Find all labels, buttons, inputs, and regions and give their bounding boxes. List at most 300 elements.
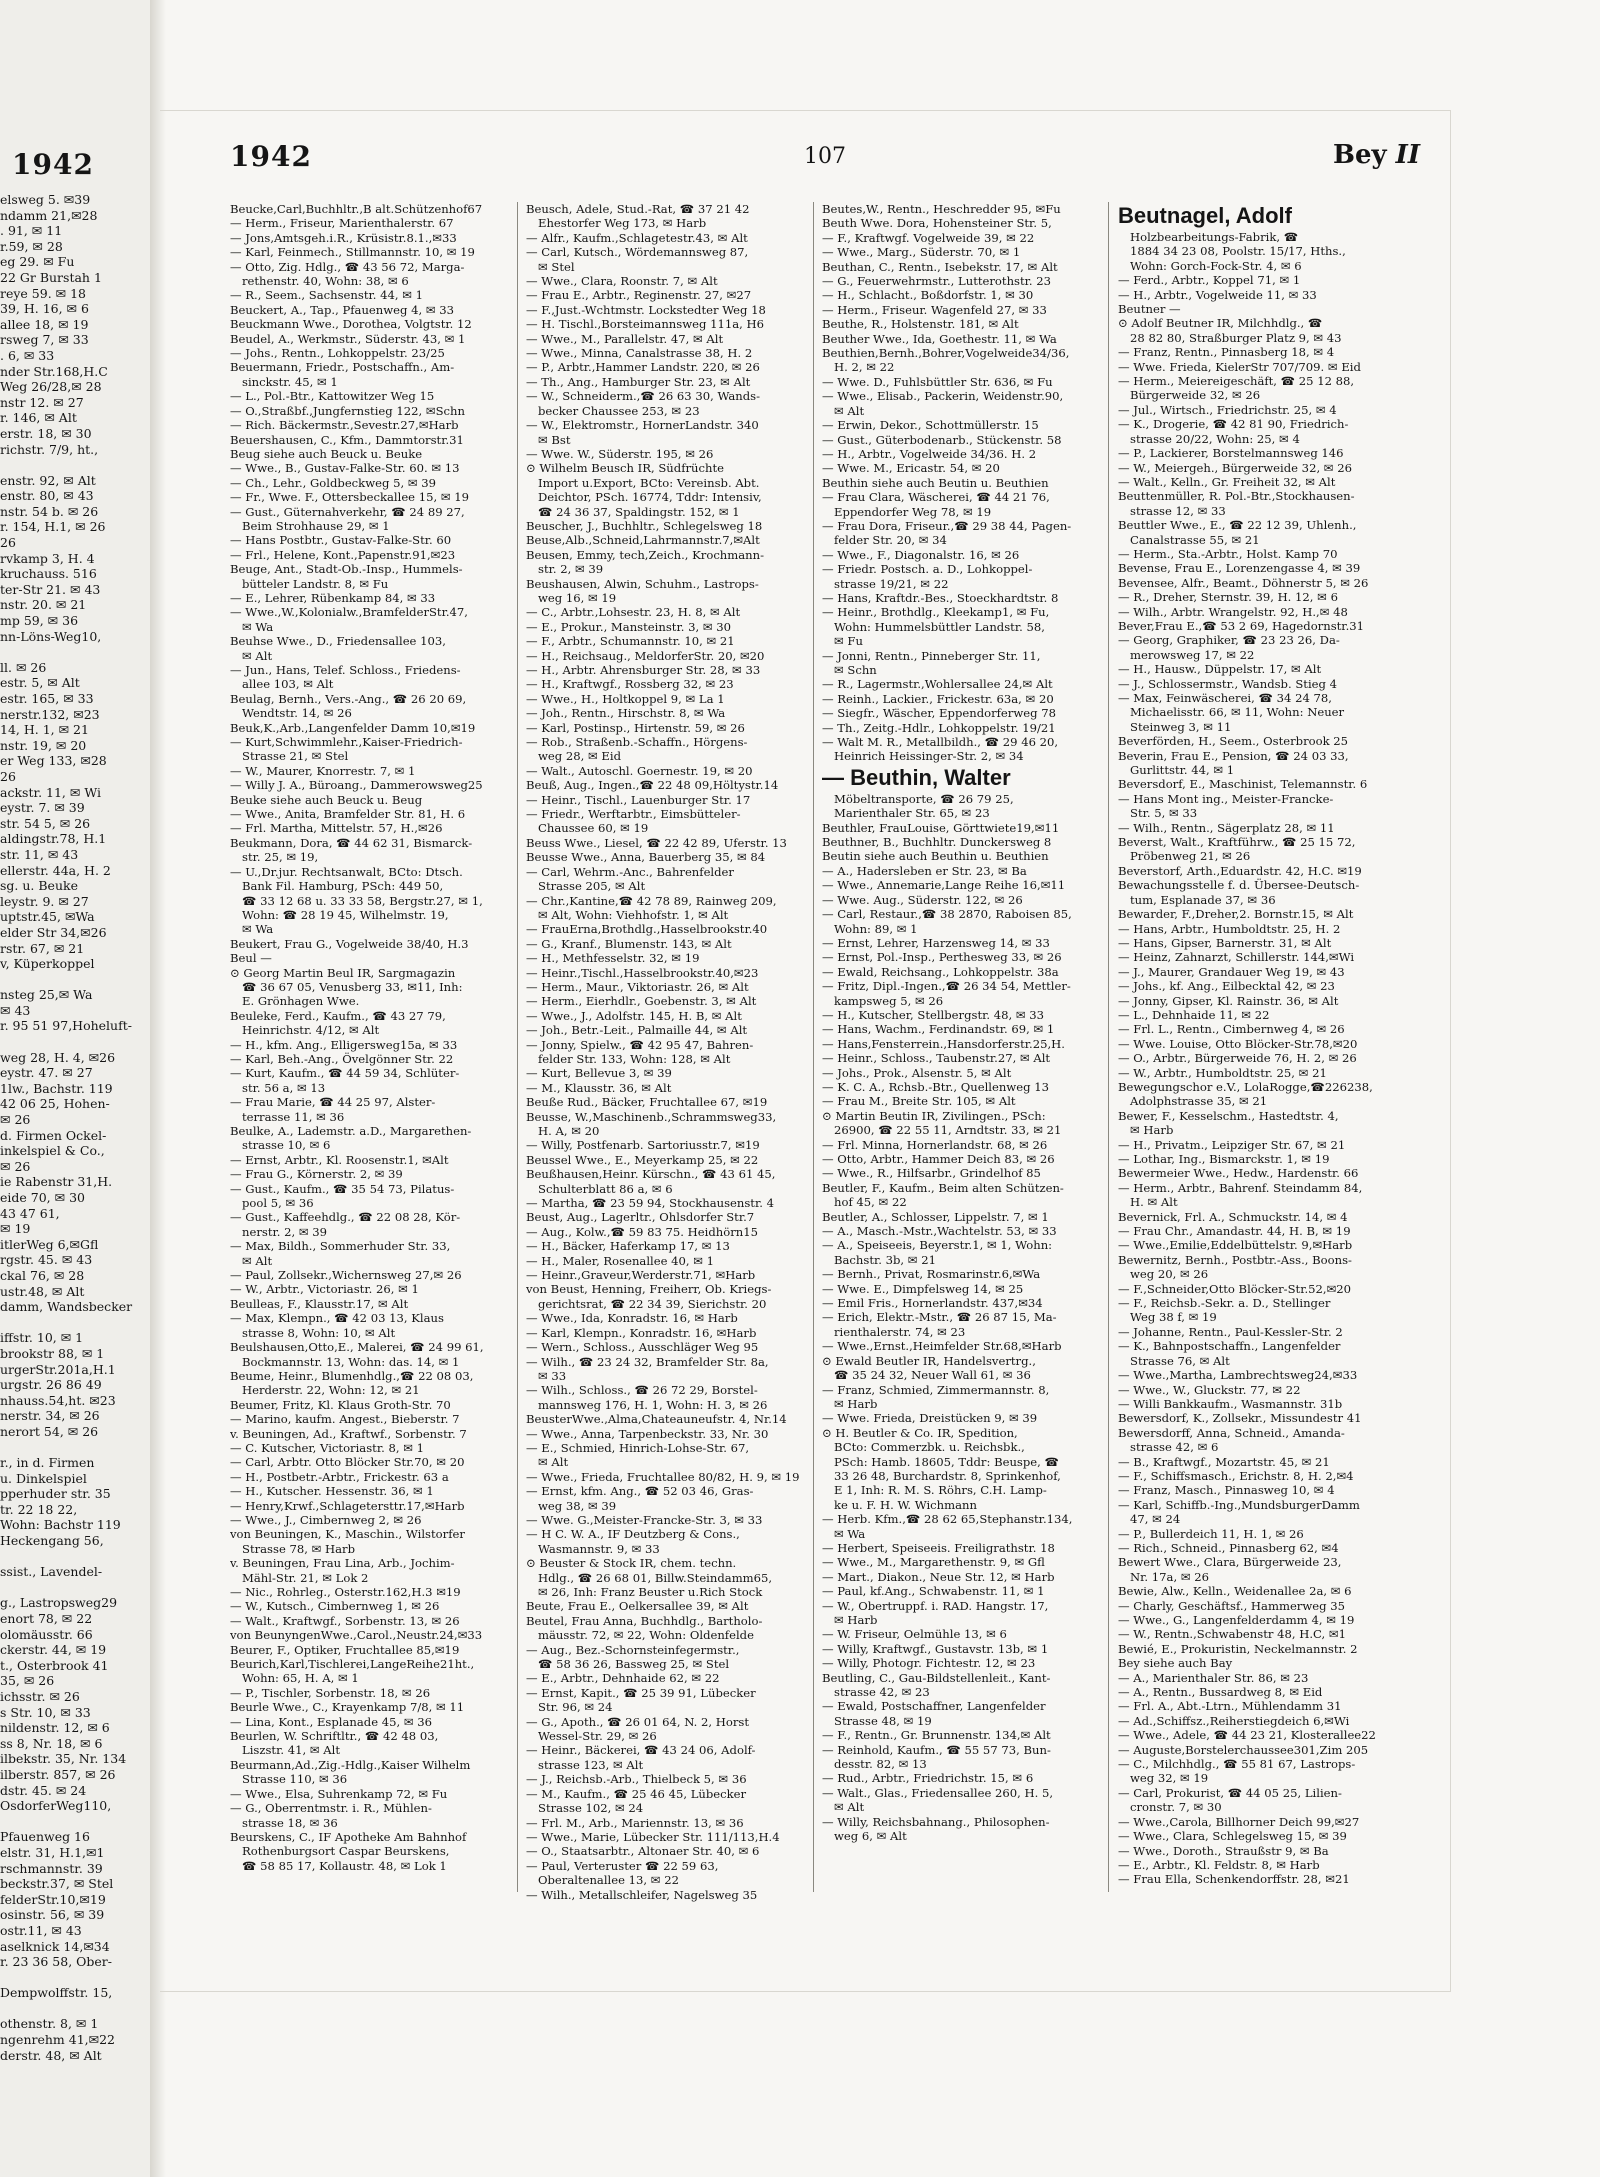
directory-entry: Bewermeier Wwe., Hedw., Hardenstr. 66 [1118, 1166, 1359, 1181]
entry-continuation: gerichtsrat, ☎ 22 34 39, Sierichstr. 20 [538, 1296, 767, 1311]
directory-entry: — Heinr.,Graveur,Werderstr.71, ✉Harb [526, 1268, 756, 1283]
directory-entry: — Wwe., Adele, ☎ 44 23 21, Klosterallee22 [1118, 1728, 1376, 1743]
entry-continuation: strasse 42, ✉ 6 [1130, 1440, 1219, 1455]
directory-entry: Beuhse Wwe., D., Friedensallee 103, [230, 634, 446, 649]
directory-entry: — L., Dehnhaide 11, ✉ 22 [1118, 1007, 1270, 1022]
directory-entry: — Reinhold, Kaufm., ☎ 55 57 73, Bun- [822, 1742, 1051, 1757]
entry-continuation: 47, ✉ 24 [1130, 1512, 1181, 1527]
directory-entry: — J., Maurer, Grandauer Weg 19, ✉ 43 [1118, 964, 1345, 979]
directory-entry: — Heinr.,Tischl.,Hasselbrookstr.40,✉23 [526, 965, 759, 980]
directory-entry: — Ad.,Schiffsz.,Reiherstiegdeich 6,✉Wi [1118, 1713, 1350, 1728]
directory-entry: — Wwe., Marg., Süderstr. 70, ✉ 1 [822, 245, 1021, 260]
directory-entry: — Wwe., G., Langenfelderdamm 4, ✉ 19 [1118, 1613, 1355, 1627]
entry-continuation: rethenstr. 40, Wohn: 38, ✉ 6 [242, 274, 409, 289]
page-range-prefix: Bey [1332, 140, 1396, 170]
entry-continuation: Marienthaler Str. 65, ✉ 23 [834, 806, 990, 821]
directory-entry: — Karl, Klempn., Konradstr. 16, ✉Harb [526, 1325, 757, 1340]
previous-page-line: ilberstr. 857, ✉ 26 [0, 1766, 116, 1782]
directory-entry: — Karl, Schiffb.-Ing.,MundsburgerDamm [1118, 1497, 1360, 1512]
directory-entry: — W., Arbtr., Victoriastr. 26, ✉ 1 [230, 1282, 419, 1297]
directory-entry: Beuge, Ant., Stadt-Ob.-Insp., Hummels- [230, 562, 463, 577]
directory-entry: — Johanne, Rentn., Paul-Kessler-Str. 2 [1118, 1324, 1343, 1339]
directory-entry: — Aug., Kolw.,☎ 59 83 75. Heidhörn15 [526, 1224, 758, 1239]
directory-entry: — Franz, Rentn., Pinnasberg 18, ✉ 4 [1118, 345, 1335, 360]
directory-entry: Beuckert, A., Tap., Pfauenweg 4, ✉ 33 [230, 302, 455, 317]
previous-page-line: rschmannstr. 39 [0, 1860, 103, 1876]
directory-entry: — A., Hadersleben er Str. 23, ✉ Ba [822, 863, 1027, 878]
directory-entry: — Frau G., Körnerstr. 2, ✉ 39 [230, 1167, 403, 1182]
previous-page-line: rgstr. 45. ✉ 43 [0, 1252, 93, 1268]
previous-page-line: ter-Str 21. ✉ 43 [0, 581, 101, 597]
directory-entry: — Ch., Lehr., Goldbeckweg 5, ✉ 39 [230, 475, 436, 490]
entry-continuation: strasse 10, ✉ 6 [242, 1138, 331, 1153]
directory-entry: — W., Meiergeh., Bürgerweide 32, ✉ 26 [1118, 460, 1352, 475]
directory-entry: — Frau Dora, Friseur.,☎ 29 38 44, Pagen- [822, 518, 1072, 533]
directory-entry: ⊙ Georg Martin Beul IR, Sargmagazin [230, 965, 456, 980]
entry-continuation: Wohn: Gorch-Fock-Str. 4, ✉ 6 [1130, 258, 1302, 273]
directory-entry: — H., Reichsaug., MeldorferStr. 20, ✉20 [526, 648, 765, 663]
directory-entry: — J., Schlossermstr., Wandsb. Stieg 4 [1118, 676, 1338, 691]
directory-entry: Beuttler Wwe., E., ☎ 22 12 39, Uhlenh., [1118, 518, 1357, 533]
directory-entry: von Beust, Henning, Freiherr, Ob. Kriegs- [526, 1282, 772, 1297]
directory-entry: Bewie, Alw., Kelln., Weidenallee 2a, ✉ 6 [1118, 1584, 1352, 1599]
directory-entry: — Carl, Arbtr. Otto Blöcker Str.70, ✉ 20 [230, 1455, 465, 1470]
entry-continuation: Strasse 21, ✉ Stel [242, 749, 349, 764]
directory-entry: — H. Tischl.,Borsteimannsweg 111a, H6 [526, 317, 764, 332]
entry-continuation: Strasse 205, ✉ Alt [538, 879, 646, 894]
directory-entry: — Erich, Elektr.-Mstr., ☎ 26 87 15, Ma- [822, 1310, 1057, 1325]
entry-continuation: nerstr. 2, ✉ 39 [242, 1224, 328, 1239]
entry-continuation: Mähl-Str. 21, ✉ Lok 2 [242, 1570, 369, 1585]
entry-continuation: Liszstr. 41, ✉ Alt [242, 1743, 340, 1758]
entry-continuation: H. ✉ Alt [1130, 1195, 1178, 1210]
previous-page-line: 14, H. 1, ✉ 21 [0, 722, 89, 738]
directory-entry: — C., Milchhdlg., ☎ 55 81 67, Lastrops- [1118, 1757, 1356, 1772]
entry-continuation: Beim Strohhause 29, ✉ 1 [242, 518, 390, 533]
directory-entry: — Wilh., Arbtr. Wrangelstr. 92, H.,✉ 48 [1118, 604, 1348, 619]
directory-entry: — Wwe., Elsa, Suhrenkamp 72, ✉ Fu [230, 1786, 448, 1801]
directory-entry: — Wwe., Annemarie,Lange Reihe 16,✉11 [822, 878, 1066, 893]
directory-entry: — C. Kutscher, Victoriastr. 8, ✉ 1 [230, 1440, 424, 1455]
page-range-suffix: II [1395, 140, 1420, 170]
entry-continuation: Wessel-Str. 29, ✉ 26 [538, 1729, 657, 1744]
directory-entry: — Otto, Arbtr., Hammer Deich 83, ✉ 26 [822, 1152, 1055, 1166]
directory-entry: Beuk,K.,Arb.,Langenfelder Damm 10,✉19 [230, 720, 476, 735]
directory-entry: — Karl, Feinmech., Stillmannstr. 10, ✉ 19 [230, 245, 475, 260]
entry-continuation: Wohn: ☎ 28 19 45, Wilhelmstr. 19, [242, 907, 449, 922]
directory-entry: — R., Seem., Sachsenstr. 44, ✉ 1 [230, 288, 424, 303]
previous-page-line: eide 70, ✉ 30 [0, 1190, 85, 1205]
directory-entry: Beurmann,Ad.,Zig.-Hdlg.,Kaiser Wilhelm [230, 1757, 471, 1772]
entry-continuation: ☎ 33 12 68 u. 33 33 58, Bergstr.27, ✉ 1, [242, 893, 483, 908]
previous-page-line: str. 11, ✉ 43 [0, 846, 79, 862]
directory-entry: Bewert Wwe., Clara, Bürgerweide 23, [1118, 1555, 1342, 1570]
directory-entry: — Ewald, Reichsang., Lohkoppelstr. 38a [822, 964, 1059, 979]
previous-page-line: u. Dinkelspiel [0, 1470, 87, 1486]
directory-entry: — Jun., Hans, Telef. Schloss., Friedens- [230, 663, 461, 677]
directory-entry: — Aug., Bez.-Schornsteinfegermstr., [526, 1642, 740, 1657]
directory-entry: — Wwe. Aug., Süderstr. 122, ✉ 26 [822, 892, 1023, 907]
previous-page-line: ✉ 19 [0, 1221, 31, 1237]
directory-entry: — Frl., Helene, Kont.,Papenstr.91,✉23 [230, 547, 456, 562]
previous-page-line [0, 644, 150, 660]
directory-entry: — Paul, Zollsekr.,Wichernsweg 27,✉ 26 [230, 1268, 462, 1283]
directory-entry: — Max, Klempn., ☎ 42 03 13, Klaus [230, 1311, 444, 1326]
directory-entry: Beulleas, F., Klausstr.17, ✉ Alt [230, 1296, 409, 1311]
directory-entry: Beurer, F., Optiker, Fruchtallee 85,✉19 [230, 1642, 460, 1657]
directory-entry: — Jonni, Rentn., Pinneberger Str. 11, [822, 648, 1041, 663]
directory-entry: — Herb. Kfm.,☎ 28 62 65,Stephanstr.134, [822, 1512, 1073, 1527]
previous-page-line: g., Lastropsweg29 [0, 1595, 118, 1611]
entry-continuation: Rothenburgsort Caspar Beurskens, [242, 1844, 450, 1859]
directory-entry: Beusse, W.,Maschinenb.,Schrammsweg33, [526, 1109, 777, 1124]
directory-entry: — Wilh., Schloss., ☎ 26 72 29, Borstel- [526, 1383, 758, 1398]
directory-entry: — Karl, Postinsp., Hirtenstr. 59, ✉ 26 [526, 720, 745, 735]
directory-entry: — H., Arbtr., Vogelweide 34/36. H. 2 [822, 446, 1037, 461]
entry-continuation: ✉ Wa [834, 1526, 866, 1541]
entry-continuation: weg 16, ✉ 19 [538, 590, 617, 605]
previous-page-line: uptstr.45, ✉Wa [0, 909, 95, 925]
previous-page-line: osinstr. 56, ✉ 39 [0, 1907, 105, 1923]
directory-entry: — Wwe., Minna, Canalstrasse 38, H. 2 [526, 346, 753, 361]
directory-entry: — Alfr., Kaufm.,Schlagetestr.43, ✉ Alt [526, 230, 748, 245]
directory-entry: — Wwe., Elisab., Packerin, Weidenstr.90, [822, 389, 1064, 404]
previous-page-line: ellerstr. 44a, H. 2 [0, 862, 111, 878]
directory-entry: — Willy, Reichsbahnang., Philosophen- [822, 1814, 1050, 1829]
directory-entry: Beuleke, Ferd., Kaufm., ☎ 43 27 79, [230, 1008, 446, 1023]
entry-continuation: mäusstr. 72, ✉ 22, Wohn: Oldenfelde [538, 1628, 754, 1643]
directory-entry: — Frl. Martha, Mittelstr. 57, H.,✉26 [230, 821, 443, 836]
directory-entry: — E., Arbtr., Kl. Feldstr. 8, ✉ Harb [1118, 1857, 1320, 1872]
directory-entry: — Johs., Prok., Alsenstr. 5, ✉ Alt [822, 1065, 1012, 1080]
directory-entry: — Bernh., Privat, Rosmarinstr.6,✉Wa [822, 1267, 1041, 1282]
entry-continuation: becker Chaussee 253, ✉ 23 [538, 403, 700, 418]
previous-page-line: kruchauss. 516 [0, 566, 97, 582]
directory-entry: — Willi Bankkaufm., Wasmannstr. 31b [1118, 1396, 1343, 1411]
directory-entry: — Heinr., Schloss., Taubenstr.27, ✉ Alt [822, 1051, 1051, 1066]
previous-page-line: dstr. 45. ✉ 24 [0, 1782, 87, 1798]
directory-entry: von BeunyngenWwe.,Carol.,Neustr.24,✉33 [230, 1628, 483, 1643]
previous-page-line: r., in d. Firmen [0, 1455, 95, 1471]
directory-entry: — M., Kaufm., ☎ 25 46 45, Lübecker [526, 1786, 747, 1801]
directory-entry: — Ernst, kfm. Ang., ☎ 52 03 46, Gras- [526, 1484, 754, 1499]
directory-entry: — G., Apoth., ☎ 26 01 64, N. 2, Horst [526, 1714, 750, 1729]
entry-continuation: Strasse 78, ✉ Harb [242, 1541, 356, 1556]
directory-entry: — Walt M. R., Metallbildh., ☎ 29 46 20, [822, 735, 1059, 750]
directory-entry: — Kurt,Schwimmlehr.,Kaiser-Friedrich- [230, 735, 463, 750]
entry-continuation: strasse 123, ✉ Alt [538, 1757, 644, 1772]
directory-entry: — Ernst, Pol.-Insp., Perthesweg 33, ✉ 26 [822, 950, 1062, 965]
previous-page-line: urgstr. 26 86 49 [0, 1377, 102, 1393]
entry-continuation: Str. 5, ✉ 33 [1130, 806, 1198, 821]
entry-continuation: Möbeltransporte, ☎ 26 79 25, [834, 791, 1014, 806]
directory-entry: — F., Reichsb.-Sekr. a. D., Stellinger [1118, 1296, 1331, 1311]
directory-entry: Beuthan, C., Rentn., Isebekstr. 17, ✉ Alt [822, 259, 1058, 274]
directory-entry: — H C. W. A., IF Deutzberg & Cons., [526, 1527, 740, 1542]
directory-entry: — Paul, kf.Ang., Schwabenstr. 11, ✉ 1 [822, 1584, 1045, 1599]
directory-entry: — Martha, ☎ 23 59 94, Stockhausenstr. 4 [526, 1196, 774, 1211]
directory-entry: Beurlen, W. Schriftltr., ☎ 42 48 03, [230, 1729, 439, 1744]
previous-page-line: nerstr. 34, ✉ 26 [0, 1408, 100, 1424]
directory-entry: — Wwe. E., Dimpfelsweg 14, ✉ 25 [822, 1281, 1024, 1296]
directory-entry: Beust, Aug., Lagerltr., Ohlsdorfer Str.7 [526, 1210, 755, 1225]
previous-page-line: eystr. 47. ✉ 27 [0, 1065, 93, 1081]
directory-entry: — Mart., Diakon., Neue Str. 12, ✉ Harb [822, 1569, 1055, 1584]
directory-entry: Beug siehe auch Beuck u. Beuke [230, 446, 423, 461]
previous-page-line: Dempwolffstr. 15, [0, 1985, 113, 2001]
directory-entry: — Wwe. Louise, Otto Blöcker-Str.78,✉20 [1118, 1036, 1358, 1051]
previous-page-line: 39, H. 16, ✉ 6 [0, 301, 89, 317]
directory-entry: — Gust., Kaufm., ☎ 35 54 73, Pilatus- [230, 1181, 455, 1196]
directory-entry: — Wilh., ☎ 23 24 32, Bramfelder Str. 8a, [526, 1354, 769, 1369]
directory-entry: v. Beuningen, Ad., Kraftwf., Sorbenstr. 7 [230, 1426, 467, 1441]
directory-entry: — Wwe., W., Gluckstr. 77, ✉ 22 [1118, 1382, 1301, 1397]
previous-page-line: felderStr.10,✉19 [0, 1891, 106, 1907]
entry-continuation: ke u. F. H. W. Wichmann [834, 1497, 977, 1512]
column-divider [1108, 202, 1109, 1892]
entry-continuation: ✉ Alt [834, 1800, 865, 1815]
previous-page-line [0, 1970, 150, 1986]
previous-page-line: 26 [0, 768, 16, 784]
previous-page-line: rsweg 7, ✉ 33 [0, 332, 89, 348]
previous-page-line: nstr. 20. ✉ 21 [0, 597, 87, 613]
directory-entry: — Henry,Krwf.,Schlagetersttr.17,✉Harb [230, 1498, 465, 1513]
directory-entry: — A., Rentn., Bussardweg 8, ✉ Eid [1118, 1685, 1323, 1700]
directory-entry: Beverstorf, Arth.,Eduardstr. 42, H.C. ✉19 [1118, 863, 1362, 878]
entry-continuation: Eppendorfer Weg 78, ✉ 19 [834, 504, 992, 519]
directory-entry: — Wwe., Doroth., Straußstr 9, ✉ Ba [1118, 1843, 1329, 1858]
previous-page-line [0, 1034, 150, 1050]
directory-entry: — W., Elektromstr., HornerLandstr. 340 [526, 418, 759, 433]
directory-entry: — Hans, Gipser, Barnerstr. 31, ✉ Alt [1118, 935, 1332, 950]
entry-continuation: Schulterblatt 86 a, ✉ 6 [538, 1181, 673, 1196]
previous-page-line [0, 972, 150, 988]
directory-entry: — Walt., Autoschl. Goernestr. 19, ✉ 20 [526, 763, 753, 778]
directory-entry: Bewersdorf, K., Zollsekr., Missundestr 41 [1118, 1411, 1362, 1426]
directory-entry: — Willy, Photogr. Fichtestr. 12, ✉ 23 [822, 1656, 1036, 1671]
directory-entry: — Lina, Kont., Esplanade 45, ✉ 36 [230, 1714, 433, 1729]
previous-page-line: enstr. 80, ✉ 43 [0, 488, 94, 504]
directory-entry: Beuth Wwe. Dora, Hohensteiner Str. 5, [822, 216, 1052, 231]
previous-page-line: olomäusstr. 66 [0, 1626, 93, 1642]
entry-continuation: Gurlittstr. 44, ✉ 1 [1130, 763, 1235, 778]
entry-continuation: 1884 34 23 08, Poolstr. 15/17, Hths., [1130, 244, 1346, 259]
directory-entry: Beuke siehe auch Beuck u. Beug [230, 792, 423, 807]
directory-entry: — W., Kutsch., Cimbernweg 1, ✉ 26 [230, 1599, 440, 1614]
directory-entry: — Joh., Rentn., Hirschstr. 8, ✉ Wa [526, 706, 726, 721]
directory-column-2 [526, 202, 806, 1902]
entry-continuation: ✉ Stel [538, 259, 575, 274]
directory-entry: — Hans,Fensterrein.,Hansdorferstr.25,H. [822, 1036, 1065, 1051]
directory-entry: — Carl, Wehrm.-Anc., Bahrenfelder [526, 864, 734, 879]
directory-entry: Bewersdorff, Anna, Schneid., Amanda- [1118, 1425, 1345, 1440]
directory-entry: Beushausen, Alwin, Schuhm., Lastrops- [526, 576, 759, 591]
directory-entry: — Rud., Arbtr., Friedrichstr. 15, ✉ 6 [822, 1771, 1034, 1786]
previous-page-line: erstr. 18, ✉ 30 [0, 425, 92, 441]
directory-entry: — A., Speiseeis, Beyerstr.1, ✉ 1, Wohn: [822, 1238, 1053, 1253]
directory-entry: Beuße Rud., Bäcker, Fruchtallee 67, ✉19 [526, 1095, 768, 1110]
directory-entry: — Frau E., Arbtr., Reginenstr. 27, ✉27 [526, 288, 752, 303]
directory-entry: — O., Staatsarbtr., Altonaer Str. 40, ✉ 6 [526, 1844, 760, 1859]
directory-entry: — M., Klausstr. 36, ✉ Alt [526, 1080, 672, 1095]
entry-continuation: ☎ 58 85 17, Kollaustr. 48, ✉ Lok 1 [242, 1858, 447, 1873]
entry-continuation: ✉ Alt, Wohn: Viehhofstr. 1, ✉ Alt [538, 907, 729, 922]
directory-entry: Beutling, C., Gau-Bildstellenleit., Kant- [822, 1670, 1051, 1685]
previous-page-line: leystr. 9. ✉ 27 [0, 893, 89, 909]
directory-entry: — Wwe., M., Margarethenstr. 9, ✉ Gfl [822, 1555, 1045, 1570]
directory-entry: — K., Bahnpostschaffn., Langenfelder [1118, 1339, 1341, 1354]
directory-entry: — Johs., Rentn., Lohkoppelstr. 23/25 [230, 346, 445, 361]
directory-entry: ⊙ Ewald Beutler IR, Handelsvertrg., [822, 1353, 1036, 1368]
directory-entry: Beverförden, H., Seem., Osterbrook 25 [1118, 734, 1349, 749]
entry-continuation: mannsweg 176, H. 1, Wohn: H. 3, ✉ 26 [538, 1397, 768, 1412]
directory-entry: — Walt., Kelln., Gr. Freiheit 32, ✉ Alt [1118, 474, 1336, 489]
directory-entry: — Heinr., Bäckerei, ☎ 43 24 06, Adolf- [526, 1743, 756, 1758]
directory-entry: — Frl. Minna, Hornerlandstr. 68, ✉ 26 [822, 1137, 1048, 1152]
entry-continuation: strasse 8, Wohn: 10, ✉ Alt [242, 1325, 396, 1340]
entry-continuation: weg 28, ✉ Eid [538, 749, 622, 764]
directory-entry: — Herm., Eierhdlr., Goebenstr. 3, ✉ Alt [526, 994, 757, 1009]
directory-entry: — E., Lehrer, Rübenkamp 84, ✉ 33 [230, 590, 436, 605]
directory-entry: — Wern., Schloss., Ausschläger Weg 95 [526, 1340, 759, 1355]
entry-continuation: tum, Esplanade 37, ✉ 36 [1130, 892, 1276, 907]
previous-page-line: beckstr.37, ✉ Stel [0, 1876, 114, 1892]
directory-entry: — Herm., Friseur, Marienthalerstr. 67 [230, 216, 454, 231]
directory-entry: von Beuningen, K., Maschin., Wilstorfer [230, 1527, 465, 1542]
directory-entry: Beverst, Walt., Kraftführw., ☎ 25 15 72, [1118, 835, 1356, 850]
directory-entry: — Franz, Schmied, Zimmermannstr. 8, [822, 1382, 1050, 1397]
page-range [1333, 140, 1420, 170]
directory-entry: — Wilh., Metallschleifer, Nagelsweg 35 [526, 1887, 758, 1902]
directory-entry: — Carl, Restaur.,☎ 38 2870, Raboisen 85, [822, 907, 1072, 922]
directory-entry: — F., Rentn., Gr. Brunnenstr. 134,✉ Alt [822, 1728, 1051, 1743]
directory-entry: Bever,Frau E.,☎ 53 2 69, Hagedornstr.31 [1118, 618, 1365, 633]
directory-entry: — Wwe. Frieda, Dreistücken 9, ✉ 39 [822, 1411, 1038, 1426]
directory-entry: — Ernst, Lehrer, Harzensweg 14, ✉ 33 [822, 935, 1050, 950]
entry-continuation: ✉ Harb [1130, 1123, 1174, 1138]
entry-continuation: ☎ 58 36 26, Bassweg 25, ✉ Stel [538, 1657, 730, 1672]
directory-entry: BeusterWwe.,Alma,Chateauneufstr. 4, Nr.14 [526, 1412, 787, 1427]
entry-continuation: ✉ Alt [242, 1253, 273, 1268]
entry-continuation: Strasse 110, ✉ 36 [242, 1772, 348, 1787]
entry-continuation: Strasse 76, ✉ Alt [1130, 1353, 1230, 1368]
directory-entry: — Erwin, Dekor., Schottmüllerstr. 15 [822, 418, 1039, 433]
directory-entry: — Wwe. Frieda, KielerStr 707/709. ✉ Eid [1118, 359, 1361, 374]
directory-entry: — Frl. A., Abt.-Ltrn., Mühlendamm 31 [1118, 1699, 1342, 1714]
directory-entry: Beußhausen,Heinr. Kürschn., ☎ 43 61 45, [526, 1167, 776, 1182]
previous-page-line: ustr.48, ✉ Alt [0, 1283, 85, 1299]
directory-entry: Beuß, Aug., Ingen.,☎ 22 48 09,Höltystr.14 [526, 778, 779, 793]
directory-entry: Bewernitz, Bernh., Postbtr.-Ass., Boons- [1118, 1252, 1352, 1267]
directory-entry: — Ewald, Postschaffner, Langenfelder [822, 1699, 1046, 1714]
entry-continuation: weg 32, ✉ 19 [1130, 1771, 1209, 1786]
directory-entry: — H., Kutscher, Stellbergstr. 48, ✉ 33 [822, 1007, 1045, 1022]
previous-page-line: ckerstr. 44, ✉ 19 [0, 1642, 107, 1658]
directory-entry: — G., Oberrentmstr. i. R., Mühlen- [230, 1801, 432, 1816]
entry-continuation: ✉ 26, Inh: Franz Beuster u.Rich Stock [538, 1585, 763, 1599]
directory-entry: — K. C. A., Rchsb.-Btr., Quellenweg 13 [822, 1079, 1049, 1094]
entry-continuation: Strasse 48, ✉ 19 [834, 1713, 932, 1728]
previous-page-line: aldingstr.78, H.1 [0, 831, 107, 847]
entry-continuation: bütteler Landstr. 8, ✉ Fu [242, 576, 389, 591]
directory-entry: — Max, Bildh., Sommerhuder Str. 33, [230, 1239, 451, 1254]
directory-entry: — Frau Ella, Schenkendorffstr. 28, ✉21 [1118, 1872, 1350, 1887]
previous-page-line: OsdorferWeg110, [0, 1798, 112, 1814]
directory-entry: Beulag, Bernh., Vers.-Ang., ☎ 26 20 69, [230, 691, 467, 706]
directory-entry: — Herm., Sta.-Arbtr., Holst. Kamp 70 [1118, 546, 1338, 561]
entry-continuation: Ehestorfer Weg 173, ✉ Harb [538, 216, 707, 231]
directory-entry: — W., Arbtr., Humboldtstr. 25, ✉ 21 [1118, 1065, 1327, 1080]
directory-entry: — Hans Mont ing., Meister-Francke- [1118, 791, 1334, 806]
previous-page-line: t., Osterbrook 41 [0, 1657, 109, 1673]
previous-page-line: estr. 165, ✉ 33 [0, 691, 94, 706]
previous-page-line: tr. 22 18 22, [0, 1501, 78, 1517]
entry-continuation: Hdlg., ☎ 26 68 01, Billw.Steindamm65, [538, 1570, 773, 1585]
previous-page-line: enort 78, ✉ 22 [0, 1611, 93, 1627]
directory-entry: Bevernick, Frl. A., Schmuckstr. 14, ✉ 4 [1118, 1209, 1348, 1224]
previous-page-line [0, 1315, 150, 1331]
previous-page-line: richstr. 7/9, ht., [0, 441, 99, 457]
previous-page-line: 35, ✉ 26 [0, 1673, 55, 1689]
entry-continuation: ✉ Fu [834, 634, 863, 649]
previous-page-line: r. 146, ✉ Alt [0, 410, 77, 426]
directory-entry: — Friedr. Postsch. a. D., Lohkoppel- [822, 562, 1033, 577]
previous-page-line: ichsstr. ✉ 26 [0, 1689, 80, 1704]
previous-page-line [0, 1440, 150, 1456]
previous-page-line: urgerStr.201a,H.1 [0, 1361, 116, 1377]
previous-page-line: ✉ 26 [0, 1112, 31, 1128]
previous-page-line: ss 8, Nr. 18, ✉ 6 [0, 1735, 103, 1751]
previous-page-line: v, Küperkoppel [0, 956, 95, 972]
entry-continuation: ✉ Alt [242, 648, 273, 663]
directory-entry: — Willy J. A., Büroang., Dammerowsweg25 [230, 778, 483, 793]
previous-page-line: allee 18, ✉ 19 [0, 316, 89, 332]
directory-entry: — A., Masch.-Mstr.,Wachtelstr. 53, ✉ 33 [822, 1224, 1057, 1239]
previous-page-line: ssist., Lavendel- [0, 1564, 103, 1580]
previous-page-line: inkelspiel & Co., [0, 1143, 105, 1159]
directory-entry: — Jonny, Spielw., ☎ 42 95 47, Bahren- [526, 1037, 754, 1052]
entry-continuation: 26900, ☎ 22 55 11, Arndtstr. 33, ✉ 21 [834, 1123, 1062, 1138]
directory-entry: — O., Arbtr., Bürgerweide 76, H. 2, ✉ 26 [1118, 1051, 1357, 1066]
directory-entry: — Wwe., J., Adolfstr. 145, H. B, ✉ Alt [526, 1008, 742, 1023]
entry-continuation: Steinweg 3, ✉ 11 [1130, 719, 1232, 734]
directory-entry: — Wwe., Frieda, Fruchtallee 80/82, H. 9, ✉ 19 [526, 1469, 800, 1484]
entry-continuation: Michaelisstr. 66, ✉ 11, Wohn: Neuer [1130, 705, 1345, 720]
entry-continuation: ✉ Harb [834, 1396, 878, 1411]
previous-page-line: rstr. 67, ✉ 21 [0, 940, 85, 956]
entry-continuation: Wohn: Hummelsbüttler Landstr. 58, [834, 619, 1045, 634]
directory-entry: Beuckmann Wwe., Dorothea, Volgtstr. 12 [230, 317, 472, 332]
directory-entry: — Wwe., Marie, Lübecker Str. 111/113,H.4 [526, 1829, 780, 1844]
column-divider [517, 202, 518, 1892]
directory-entry: — Wwe. G.,Meister-Francke-Str. 3, ✉ 33 [526, 1512, 763, 1527]
previous-page-line: . 91, ✉ 11 [0, 223, 63, 239]
directory-entry: Beuthe, R., Holstenstr. 181, ✉ Alt [822, 317, 1019, 332]
directory-entry: Bewarder, F.,Dreher,2. Bornstr.15, ✉ Alt [1118, 907, 1354, 922]
directory-entry: Beuse,Alb.,Schneid,Lahrmannstr.7,✉Alt [526, 533, 760, 548]
entry-continuation: 33 26 48, Burchardstr. 8, Sprinkenhof, [834, 1468, 1061, 1483]
directory-entry: ⊙ H. Beutler & Co. IR, Spedition, [822, 1425, 1018, 1440]
previous-page-line: str. 54 5, ✉ 26 [0, 815, 91, 831]
directory-entry: — Wwe., Anita, Bramfelder Str. 81, H. 6 [230, 807, 466, 822]
previous-page-line [0, 1549, 150, 1565]
directory-entry: — Fr., Wwe. F., Ottersbeckallee 15, ✉ 19 [230, 490, 470, 505]
directory-entry: Beulke, A., Lademstr. a.D., Margarethen- [230, 1124, 472, 1138]
directory-entry: Beutes,W., Rentn., Heschredder 95, ✉Fu [822, 202, 1061, 216]
entry-continuation: strasse 12, ✉ 33 [1130, 503, 1226, 518]
directory-entry: — G., Feuerwehrmstr., Lutterothstr. 23 [822, 274, 1052, 289]
advertiser-heading: — Beuthin, Walter [822, 764, 1011, 790]
